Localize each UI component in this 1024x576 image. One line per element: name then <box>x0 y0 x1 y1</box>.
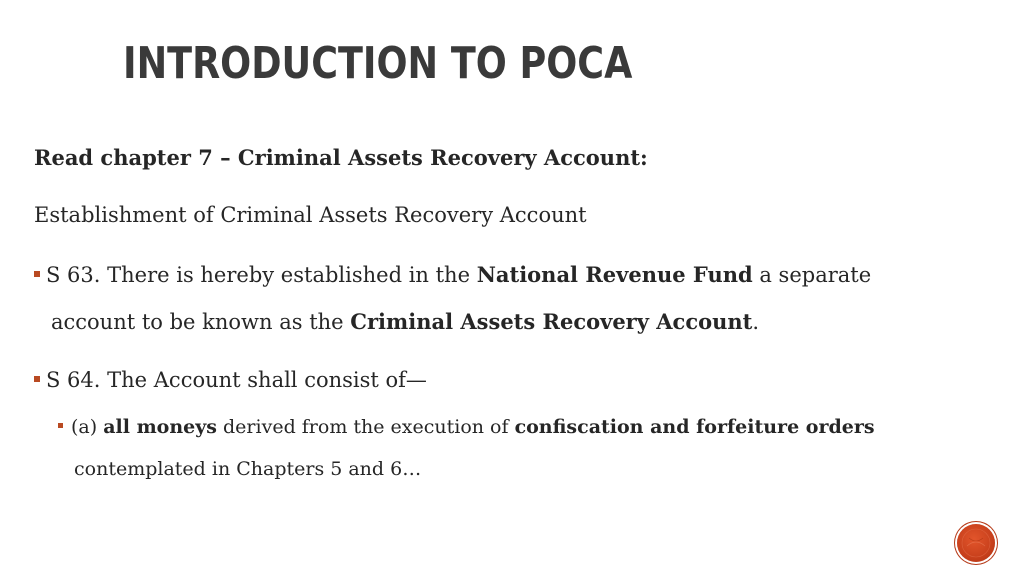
round-nav-button-icon[interactable] <box>957 524 995 562</box>
sub-bullet-a-bold-orders: confiscation and forfeiture orders <box>514 416 875 438</box>
sub-bullet-a-continuation: contemplated in Chapters 5 and 6… <box>74 458 422 480</box>
bullet-s63-bold-fund: National Revenue Fund <box>476 262 753 287</box>
square-bullet-icon <box>34 271 40 277</box>
square-bullet-icon <box>58 423 63 428</box>
bullet-s63 <box>34 262 871 287</box>
bullet-s63-cont-suffix: . <box>752 310 760 334</box>
bullet-s64-text: S 64. The Account shall consist of— <box>46 368 427 392</box>
square-bullet-icon <box>34 376 40 382</box>
bullet-s63-bold-account: Criminal Assets Recovery Account <box>350 309 753 334</box>
sub-bullet-a-bold-moneys: all moneys <box>103 416 217 438</box>
sub-bullet-a-mid: derived from the execution of <box>216 416 515 438</box>
sub-bullet-a-prefix: (a) <box>71 416 104 438</box>
chapter-heading: Read chapter 7 – Criminal Assets Recovery Account: <box>34 145 648 170</box>
bullet-s64 <box>34 368 427 392</box>
slide-title: INTRODUCTION TO POCA <box>123 38 633 89</box>
bullet-s63-mid: a separate <box>752 263 872 287</box>
bullet-s63-continuation <box>51 309 759 334</box>
bullet-s63-cont-prefix: account to be known as the <box>51 310 351 334</box>
nav-button-texture-icon <box>957 524 995 562</box>
sub-bullet-a <box>58 416 875 438</box>
section-subheading: Establishment of Criminal Assets Recovery Account <box>34 203 587 227</box>
bullet-s63-prefix: S 63. There is hereby established in the <box>46 263 477 287</box>
